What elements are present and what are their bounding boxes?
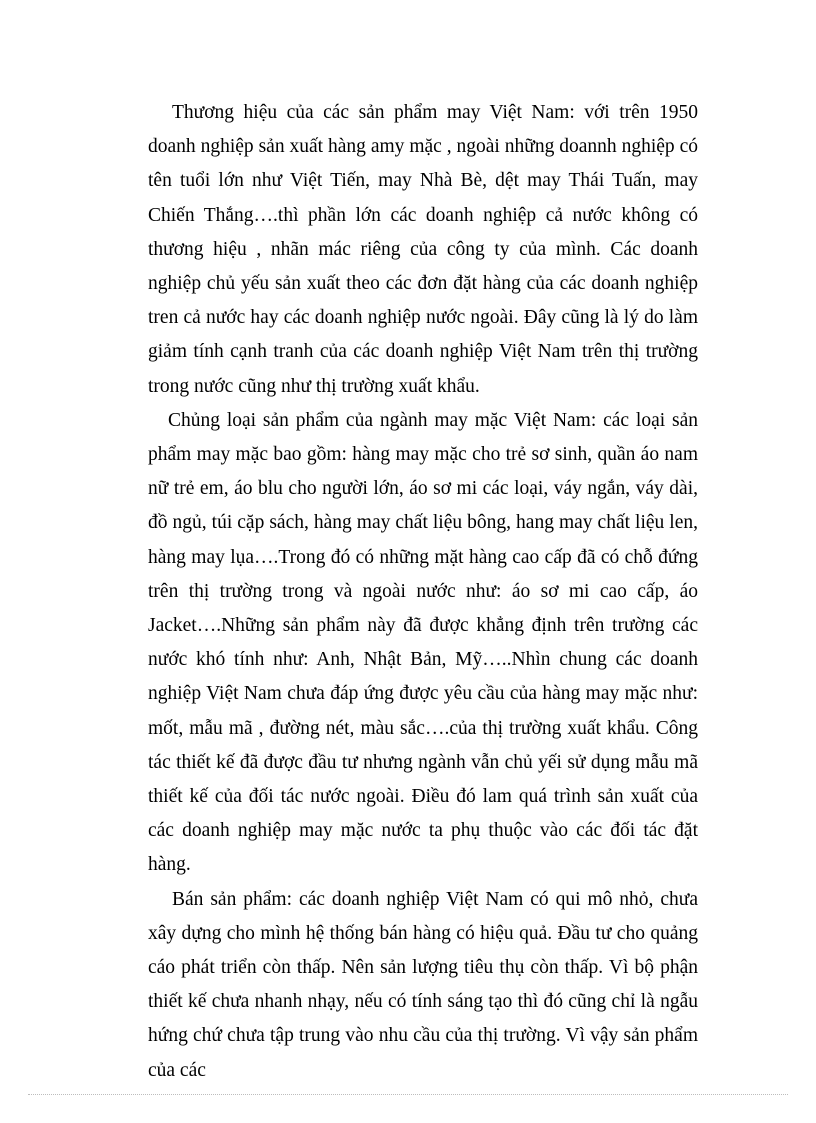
footer-dotted-rule <box>28 1094 788 1095</box>
paragraph-brand: Thương hiệu của các sản phẩm may Việt Nam: với trên 1950 doanh nghiệp sản xuất hàng amy mặc , ngoài những doannh nghiệp có tên tuổi lớn như Việt Tiến, may Nhà Bè, dệt may Thái Tuấn, may Chiến Thắng….thì phần lớn các doanh nghiệp cả nước không có thương hiệu , nhãn mác riêng của công ty của mình. Các doanh nghiệp chủ yếu sản xuất theo các đơn đặt hàng của các doanh nghiệp tren cả nước hay các doanh nghiệp nước ngoài. Đây cũng là lý do làm giảm tính cạnh tranh của các doanh nghiệp Việt Nam trên thị trường trong nước cũng như thị trường xuất khẩu. <box>148 102 698 397</box>
body-text <box>148 96 698 1088</box>
paragraph-product-types: Chủng loại sản phẩm của ngành may mặc Việt Nam: các loại sản phẩm may mặc bao gồm: hàng may mặc cho trẻ sơ sinh, quần áo nam nữ trẻ em, áo blu cho người lớn, áo sơ mi các loại, váy ngắn, váy dài, đồ ngủ, túi cặp sách, hàng may chất liệu bông, hang may chất liệu len, hàng may lụa….Trong đó có những mặt hàng cao cấp đã có chỗ đứng trên thị trường trong và ngoài nước như: áo sơ mi cao cấp, áo Jacket….Những sản phẩm này đã được khẳng định trên trường các nước khó tính như: Anh, Nhật Bản, Mỹ…..Nhìn chung các doanh nghiệp Việt Nam chưa đáp ứng được yêu cầu của hàng may mặc như: mốt, mẫu mã , đường nét, màu sắc….của thị trường xuất khẩu. Công tác thiết kế đã được đầu tư nhưng ngành vẫn chủ yếi sử dụng mẫu mã thiết kế của đối tác nước ngoài. Điều đó lam quá trình sản xuất của các doanh nghiệp may mặc nước ta phụ thuộc vào các đối tác đặt hàng. <box>148 409 698 876</box>
paragraph-sales: Bán sản phẩm: các doanh nghiệp Việt Nam có qui mô nhỏ, chưa xây dựng cho mình hệ thống bán hàng có hiệu quả. Đầu tư cho quảng cáo phát triển còn thấp. Nên sản lượng tiêu thụ còn thấp. Vì bộ phận thiết kế chưa nhanh nhạy, nếu có tính sáng tạo thì đó cũng chỉ là ngẫu hứng chứ chưa tập trung vào nhu cầu của thị trường. Vì vậy sản phẩm của các <box>148 888 698 1081</box>
